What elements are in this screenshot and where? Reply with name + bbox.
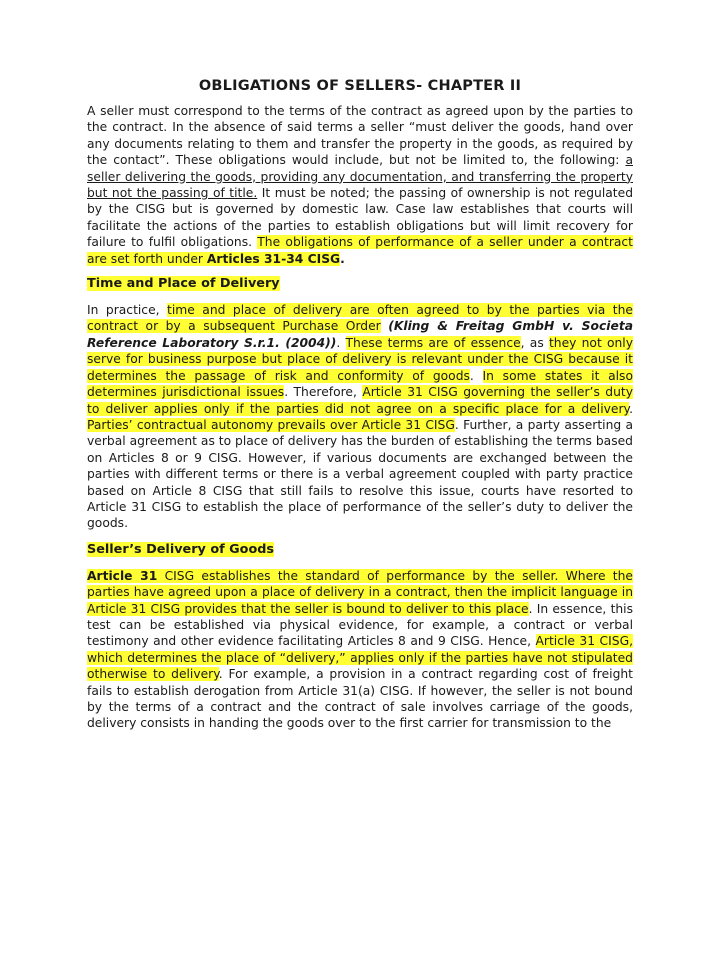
section1-paragraph: [87, 302, 633, 532]
section-heading-time-place: [87, 275, 633, 292]
intro-highlight-1: The obligations of performance of a seller under a contract are set forth under: [87, 235, 633, 266]
section-heading-delivery-of-goods-text: Seller’s Delivery of Goods: [87, 541, 275, 557]
section-heading-time-place-text: Time and Place of Delivery: [87, 276, 280, 292]
s1-text-13: .: [629, 401, 633, 416]
s1-text-9: .: [469, 368, 483, 383]
s1-case-citation: (Kling & Freitag GmbH v. Societa Reference Laboratory S.r.1. (2004)): [87, 319, 633, 350]
s1-text-1: In practice,: [87, 303, 168, 318]
s2-highlight-4: Article 31 CISG, which determines the place of “delivery,” applies only if the parties have not stipulated otherwise to delivery: [87, 634, 634, 682]
s2-article-31-bold: Article 31: [87, 568, 158, 583]
s2-text-5: . For example, a provision in a contract regarding cost of freight fails to establish derogation from Article 31(a) CISG. If however, the seller is not bound by the terms of a contract and the contract of sale involves carriage of the goods, delivery consists in handing the goods over to the first carrier for transmission to the: [87, 667, 633, 731]
page-title: OBLIGATIONS OF SELLERS- CHAPTER II: [198, 78, 522, 94]
section2-paragraph: [87, 568, 633, 732]
s2-text-3: . In essence, this test can be established via physical evidence, for example, a contract or verbal testimony and other evidence facilitating Articles 8 and 9 CISG. Hence,: [87, 601, 634, 649]
s1-highlight-2: time and place of delivery are often agreed to by the parties via the contract or by a subsequent Purchase Order: [87, 303, 633, 334]
intro-text-6: .: [340, 251, 345, 266]
s1-highlight-12: Article 31 CISG governing the seller’s duty to deliver applies only if the parties did not agree on a specific place for a delivery: [87, 385, 633, 416]
s1-highlight-10: In some states it also determines jurisdictional issues: [87, 368, 633, 400]
intro-text-3: It must be noted; the passing of ownership is not regulated by the CISG but is governed by domestic law. Case law establishes that courts will facilitate the actions of the parties to establish obligations but will limit recovery for failure to fulfil obligations.: [87, 186, 633, 250]
intro-underlined-text: a seller delivering the goods, providing any documentation, and transferring the property but not the passing of title.: [87, 153, 633, 201]
s1-highlight-6: These terms are of essence: [345, 335, 521, 350]
s1-text-7: , as: [520, 335, 549, 350]
s1-text-5: .: [336, 335, 346, 350]
s1-text-15: . Further, a party asserting a verbal agreement as to place of delivery has the burden of establishing the terms based on Articles 8 or 9 CISG. However, if various documents are exchanged between the parties with different terms or there is a verbal agreement coupled with party practice based on Article 8 CISG that still fails to resolve this issue, courts have resorted to Article 31 CISG to establish the place of performance of the seller’s duty to deliver the goods.: [87, 417, 633, 531]
section-heading-delivery-of-goods: [87, 541, 633, 558]
s1-highlight-14: Parties’ contractual autonomy prevails over Article 31 CISG: [87, 417, 455, 432]
s2-highlight-2: CISG establishes the standard of performance by the seller. Where the parties have agreed upon a place of delivery in a contract, then the implicit language in Article 31 CISG provides that the seller is bound to deliver to this place: [87, 568, 633, 616]
s1-highlight-8: they not only serve for business purpose but place of delivery is relevant under the CISG because it determines the passage of risk and conformity of goods: [87, 335, 633, 383]
intro-highlight-bold: Articles 31-34 CISG: [206, 251, 341, 266]
s1-text-11: . Therefore,: [284, 385, 363, 400]
intro-text-1: A seller must correspond to the terms of the contract as agreed upon by the parties to the contract. In the absence of said terms a seller “must deliver the goods, hand over any documents relating to them and transfer the property in the goods, as required by the contact”. These obligations would include, but not be limited to, the following:: [87, 104, 633, 168]
document-page: [87, 78, 633, 732]
intro-paragraph: [87, 103, 633, 267]
